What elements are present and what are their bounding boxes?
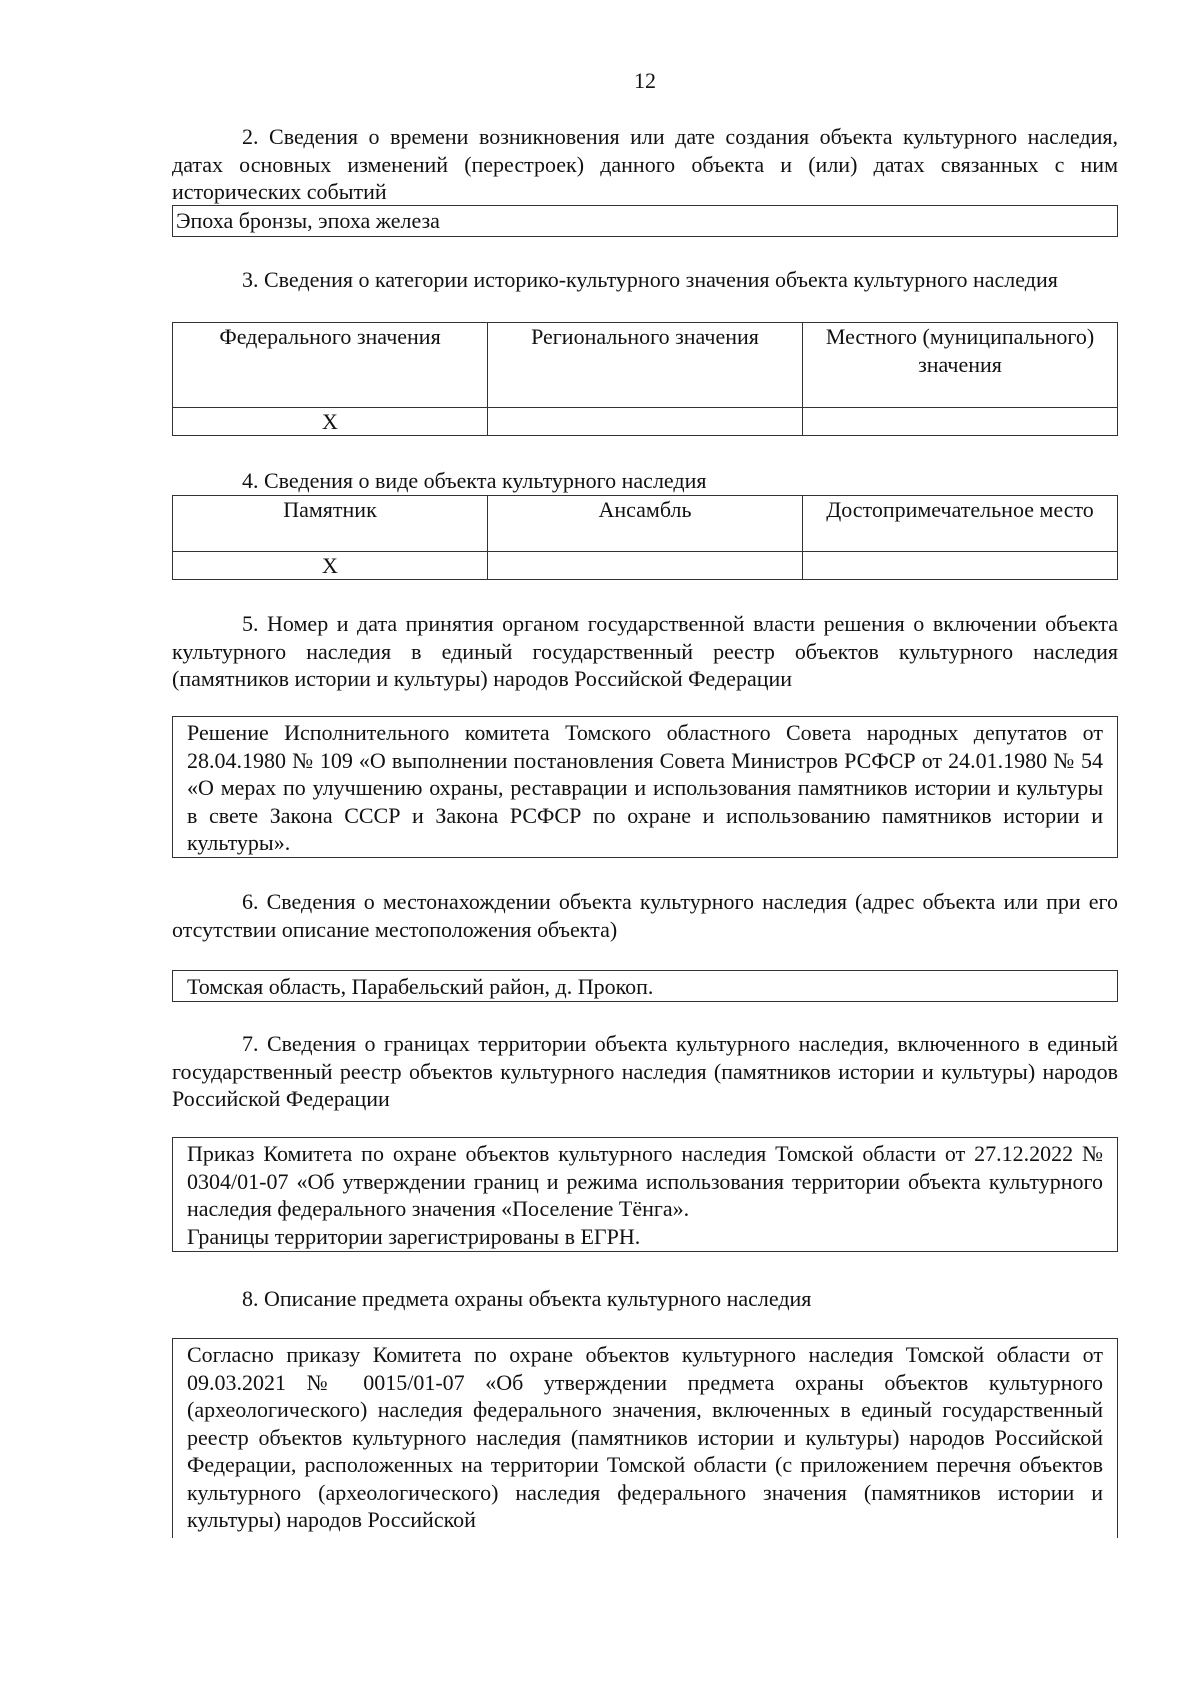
section-7-order: Приказ Комитета по охране объектов культурного наследия Томской области от 27.12.2022 № 0304/01-07 «Об утверждении границ и режима использования территории объекта культурного наследия федерального значения «Поселение Тёнга». bbox=[187, 1141, 1103, 1221]
section-7-value bbox=[172, 1137, 1118, 1252]
mark-landmark bbox=[803, 552, 1118, 580]
section-5-value: Решение Исполнительного комитета Томского областного Совета народных депутатов от 28.04.1980 № 109 «О выполнении постановления Совета Министров РСФСР от 24.01.1980 № 54 «О мерах по улучшению охраны, реставрации и использования памятников истории и культуры в свете Закона СССР и Закона РСФСР по охране и использованию памятников истории и культуры». bbox=[172, 716, 1118, 858]
section-8-value: Согласно приказу Комитета по охране объектов культурного наследия Томской области от 09.03.2021 № 0015/01-07 «Об утверждении предмета охраны объектов культурного (археологического) наследия федерального значения, включенных в единый государственный реестр объектов культурного наследия (памятников истории и культуры) народов Российской Федерации, расположенных на территории Томской области (с приложением перечня объектов культурного (археологического) наследия федерального значения (памятников истории и культуры) народов Российской bbox=[172, 1338, 1118, 1538]
section-6-heading: 6. Сведения о местонахождении объекта культурного наследия (адрес объекта или при его отсутствии описание местоположения объекта) bbox=[172, 889, 1118, 942]
col-monument: Памятник bbox=[173, 496, 488, 552]
col-regional: Регионального значения bbox=[488, 323, 803, 408]
mark-federal: Х bbox=[173, 408, 488, 436]
col-local: Местного (муниципального) значения bbox=[803, 323, 1118, 408]
section-4-heading: 4. Сведения о виде объекта культурного наследия bbox=[242, 468, 707, 493]
mark-ensemble bbox=[488, 552, 803, 580]
section-3-table bbox=[172, 322, 1118, 436]
mark-local bbox=[803, 408, 1118, 436]
col-landmark: Достопримечательное место bbox=[803, 496, 1118, 552]
section-2-heading: 2. Сведения о времени возникновения или дате создания объекта культурного наследия, датах основных изменений (перестроек) данного объекта и (или) датах связанных с ним исторических событий bbox=[172, 124, 1118, 204]
section-8-heading: 8. Описание предмета охраны объекта культурного наследия bbox=[242, 1286, 812, 1311]
col-federal: Федерального значения bbox=[173, 323, 488, 408]
section-4-table bbox=[172, 495, 1118, 580]
section-5-heading: 5. Номер и дата принятия органом государственной власти решения о включении объекта культурного наследия в единый государственный реестр объектов культурного наследия (памятников истории и культуры) народов Российской Федерации bbox=[172, 611, 1118, 691]
col-ensemble: Ансамбль bbox=[488, 496, 803, 552]
mark-monument: Х bbox=[173, 552, 488, 580]
page-number: 12 bbox=[634, 68, 656, 93]
section-7-heading: 7. Сведения о границах территории объекта культурного наследия, включенного в единый государственный реестр объектов культурного наследия (памятников истории и культуры) народов Российской Федерации bbox=[172, 1031, 1118, 1111]
section-7-registration: Границы территории зарегистрированы в ЕГРН. bbox=[187, 1223, 641, 1249]
mark-regional bbox=[488, 408, 803, 436]
section-2-value: Эпоха бронзы, эпоха железа bbox=[172, 205, 1118, 237]
section-6-value: Томская область, Парабельский район, д. Прокоп. bbox=[172, 970, 1118, 1002]
section-3-heading: 3. Сведения о категории историко-культурного значения объекта культурного наследия bbox=[242, 267, 1058, 292]
